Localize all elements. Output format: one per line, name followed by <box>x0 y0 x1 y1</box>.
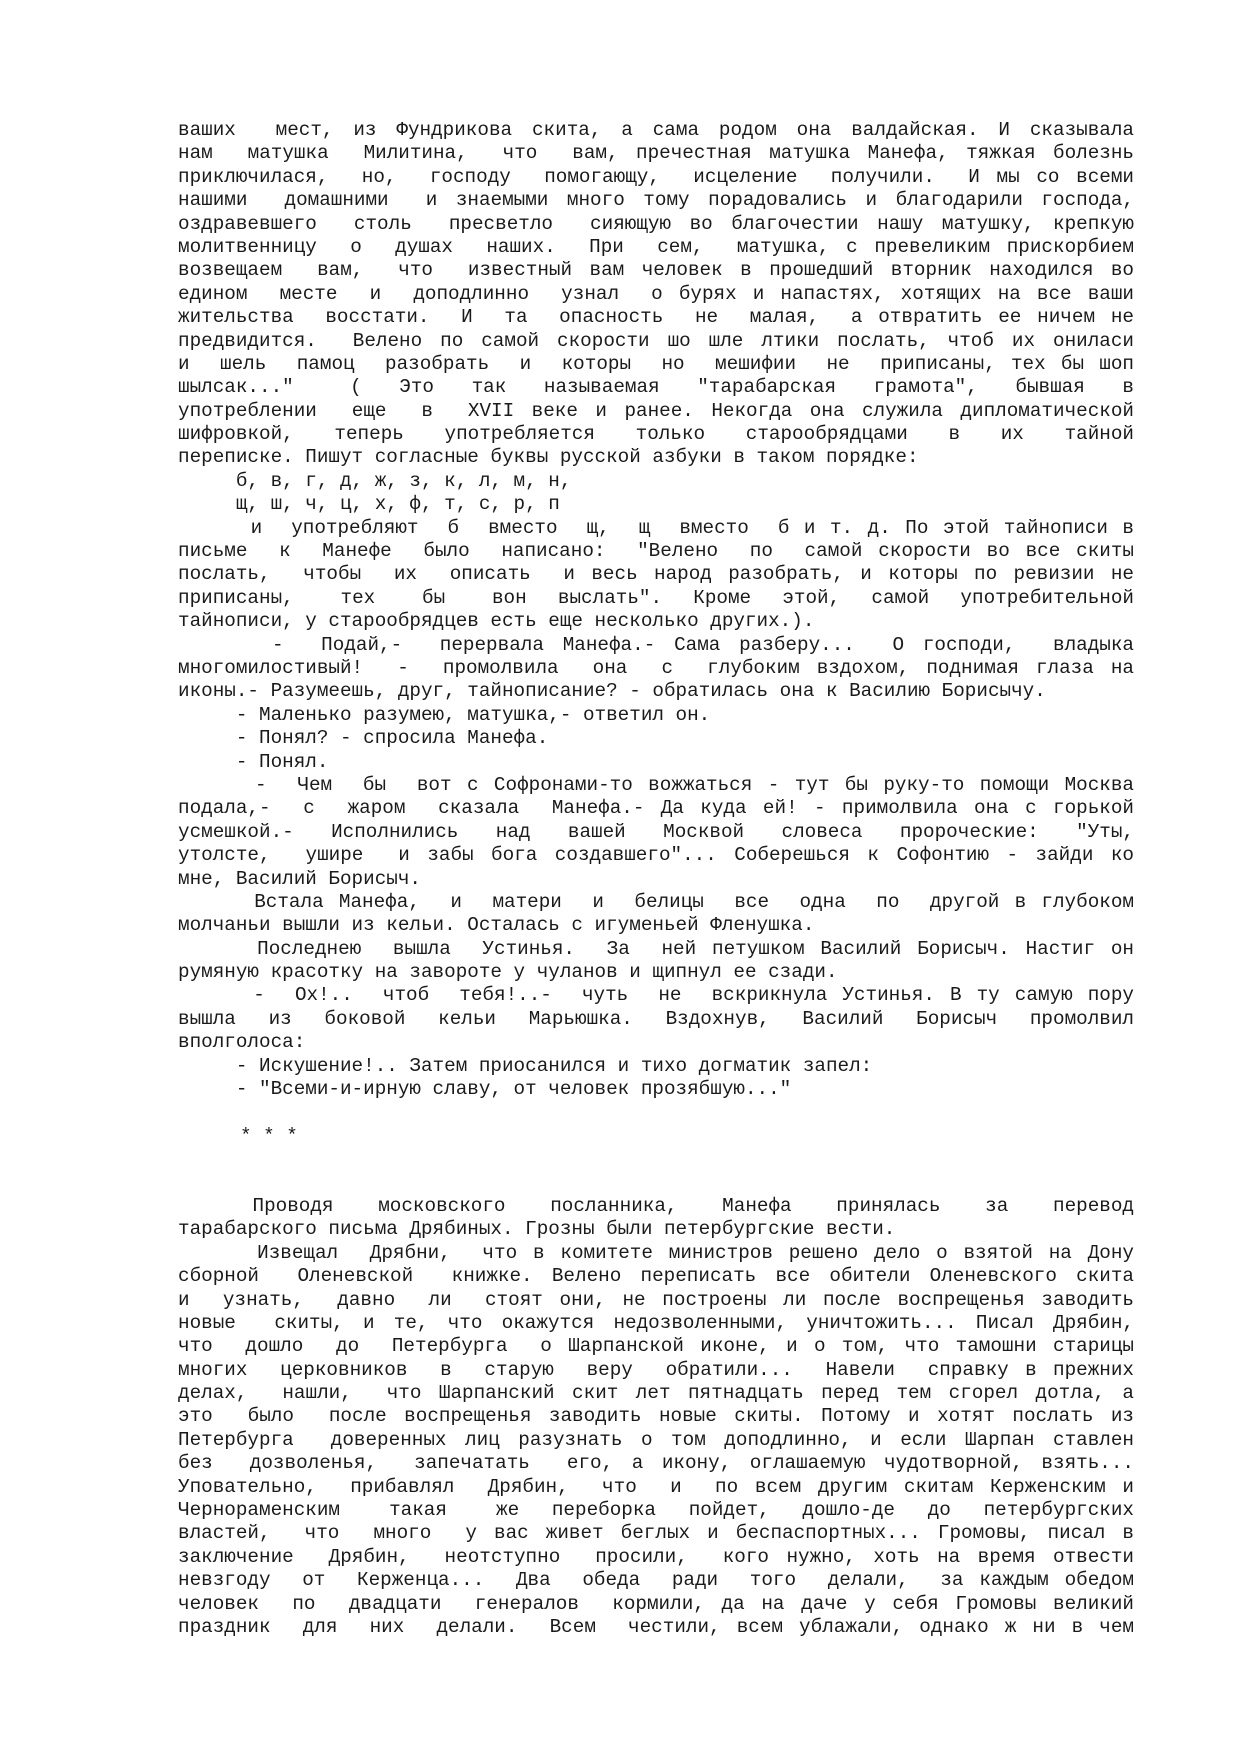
text-line: вышла из боковой кельи Марьюшка. Вздохнув, Василий Борисыч промолвил <box>178 1007 1134 1030</box>
text-line: нам матушка Милитина, что вам, пречестная матушка Манефа, тяжкая болезнь <box>178 142 1134 165</box>
blank-line <box>178 1101 1134 1124</box>
text-line: - Искушение!.. Затем приосанился и тихо догматик запел: <box>178 1054 873 1077</box>
text-line: невзгоду от Керженца... Два обеда ради того делали, за каждым обедом <box>178 1569 1134 1592</box>
text-line: нашими домашними и знаемыми много тому порадовались и благодарили господа, <box>178 189 1134 212</box>
text-line: - "Всеми-и-ирную славу, от человек прозябшую..." <box>178 1078 792 1101</box>
text-line: это было после воспрещенья заводить новые скиты. Потому и хотят послать из <box>178 1405 1134 1428</box>
text-line: вполголоса: <box>178 1031 306 1054</box>
text-line: утолсте, ушире и забы бога создавшего"... Соберешься к Софонтию - зайди ко <box>178 844 1134 867</box>
text-line: человек по двадцати генералов кормили, да на даче у себя Громовы великий <box>178 1592 1134 1615</box>
text-line: многих церковников в старую веру обратили... Навели справку в прежних <box>178 1358 1134 1381</box>
text-line: Петербурга доверенных лиц разузнать о том доподлинно, и если Шарпан ставлен <box>178 1428 1134 1451</box>
text-line: многомилостивый! - промолвила она с глубоким вздохом, поднимая глаза на <box>178 656 1134 679</box>
text-line: - Понял? - спросила Манефа. <box>178 727 549 750</box>
text-line: тарабарского письма Дрябиных. Грозны были петербургские вести. <box>178 1218 896 1241</box>
blank-line <box>178 1172 1134 1195</box>
text-line: приключилася, но, господу помогающу, исцеление получили. И мы со всеми <box>178 165 1134 188</box>
text-line: б, в, г, д, ж, з, к, л, м, н, <box>178 469 572 492</box>
text-line: шифровкой, теперь употребляется только старообрядцами в их тайной <box>178 423 1134 446</box>
text-line: жительства восстати. И та опасность не малая, а отвратить ее ничем не <box>178 306 1134 329</box>
text-line: подала,- с жаром сказала Манефа.- Да куда ей! - примолвила она с горькой <box>178 797 1134 820</box>
text-line: и шель памоц разобрать и которы но мешифии не приписаны, тех бы шоп <box>178 352 1134 375</box>
text-line: и употребляют б вместо щ, щ вместо б и т. д. По этой тайнописи в <box>178 516 1134 539</box>
text-line: тайнописи, у старообрядцев есть еще несколько других.). <box>178 610 815 633</box>
text-line: - Ох!.. чтоб тебя!..- чуть не вскрикнула Устинья. В ту самую пору <box>178 984 1134 1007</box>
text-line: что дошло до Петербурга о Шарпанской иконе, и о том, что тамошни старицы <box>178 1335 1134 1358</box>
text-line: праздник для них делали. Всем честили, всем ублажали, однако ж ни в чем <box>178 1616 1134 1638</box>
text-line: Встала Манефа, и матери и белицы все одна по другой в глубоком <box>178 890 1134 913</box>
text-line: делах, нашли, что Шарпанский скит лет пятнадцать перед тем сгорел дотла, а <box>178 1382 1134 1405</box>
text-line: властей, что много у вас живет беглых и беспаспортных... Громовы, писал в <box>178 1522 1134 1545</box>
text-line: румяную красотку на завороте у чуланов и щипнул ее сзади. <box>178 961 838 984</box>
text-line: новые скиты, и те, что окажутся недозволенными, уничтожить... Писал Дрябин, <box>178 1311 1134 1334</box>
document-body <box>178 119 1134 1639</box>
text-line: заключение Дрябин, неотступно просили, кого нужно, хоть на время отвести <box>178 1545 1134 1568</box>
text-line: ваших мест, из Фундрикова скита, а сама родом она валдайская. И сказывала <box>178 119 1134 141</box>
text-line: шылсак..." ( Это так называемая "тарабарская грамота", бывшая в <box>178 376 1134 399</box>
text-line: едином месте и доподлинно узнал о бурях и напастях, хотящих на все ваши <box>178 282 1134 305</box>
text-line: послать, чтобы их описать и весь народ разобрать, и которы по ревизии не <box>178 563 1134 586</box>
text-line: - Подай,- перервала Манефа.- Сама разберу... О господи, владыка <box>178 633 1134 656</box>
text-line: Проводя московского посланника, Манефа принялась за перевод <box>178 1194 1134 1217</box>
text-line: Извещал Дрябни, что в комитете министров решено дело о взятой на Дону <box>178 1241 1134 1264</box>
text-block-before-separator <box>178 119 1134 1101</box>
text-line: приписаны, тех бы вон выслать". Кроме этой, самой употребительной <box>178 586 1134 609</box>
text-line: молитвенницу о душах наших. При сем, матушка, с превеликим прискорбием <box>178 235 1134 258</box>
text-line: Уповательно, прибавлял Дрябин, что и по всем другим скитам Керженским и <box>178 1475 1134 1498</box>
text-line: и узнать, давно ли стоят они, не построены ли после воспрещенья заводить <box>178 1288 1134 1311</box>
text-line: усмешкой.- Исполнились над вашей Москвой словеса пророческие: "Уты, <box>178 820 1134 843</box>
text-line: Чернораменским такая же переборка пойдет, дошло-де до петербургских <box>178 1499 1134 1522</box>
text-line: переписке. Пишут согласные буквы русской азбуки в таком порядке: <box>178 446 919 469</box>
text-line: без дозволенья, запечатать его, а икону, оглашаемую чудотворной, взять... <box>178 1452 1134 1475</box>
text-line: оздравевшего столь пресветло сияющую во благочестии нашу матушку, крепкую <box>178 212 1134 235</box>
text-block-after-separator <box>178 1195 1134 1639</box>
text-line: Последнею вышла Устинья. За ней петушком Василий Борисыч. Настиг он <box>178 937 1134 960</box>
text-line: предвидится. Велено по самой скорости шо шле лтики послать, чтоб их ониласи <box>178 329 1134 352</box>
text-line: сборной Оленевской книжке. Велено переписать все обители Оленевского скита <box>178 1265 1134 1288</box>
text-line: письме к Манефе было написано: "Велено по самой скорости во все скиты <box>178 540 1134 563</box>
blank-line <box>178 1148 1134 1171</box>
text-line: - Понял. <box>178 750 329 773</box>
text-line: иконы.- Разумеешь, друг, тайнописание? - обратилась она к Василию Борисычу. <box>178 680 1046 703</box>
text-line: возвещаем вам, что известный вам человек в прошедший вторник находился во <box>178 259 1134 282</box>
text-line: - Чем бы вот с Софронами-то вожжаться - тут бы руку-то помощи Москва <box>178 773 1134 796</box>
text-line: - Маленько разумею, матушка,- ответил он. <box>178 703 711 726</box>
text-line: щ, ш, ч, ц, х, ф, т, с, р, п <box>178 493 560 516</box>
text-line: молчаньи вышли из кельи. Осталась с игуменьей Фленушка. <box>178 914 815 937</box>
text-line: мне, Василий Борисыч. <box>178 867 421 890</box>
text-line: употреблении еще в XVII веке и ранее. Некогда она служила дипломатической <box>178 399 1134 422</box>
section-separator: * * * <box>240 1124 298 1147</box>
